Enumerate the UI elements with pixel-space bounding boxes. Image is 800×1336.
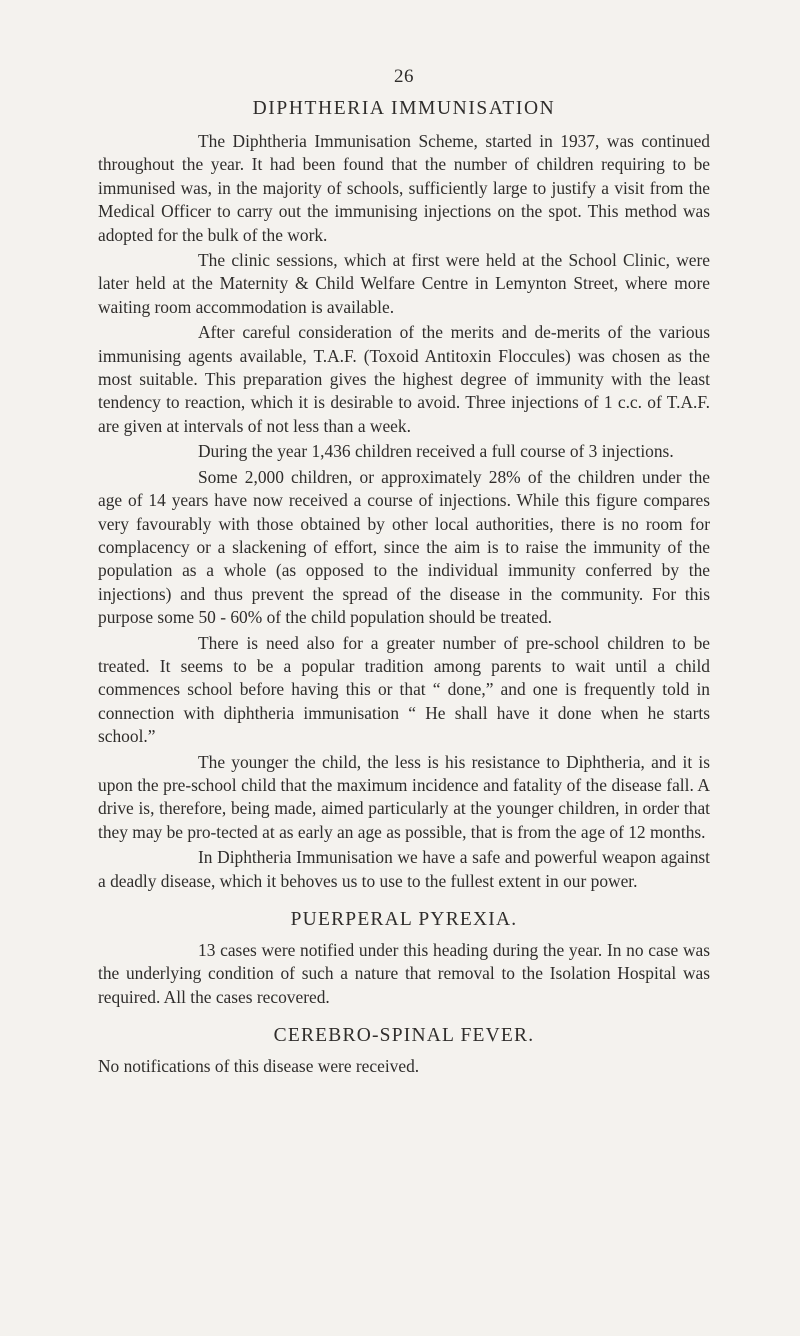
section-heading: PUERPERAL PYREXIA. <box>290 909 518 930</box>
section-cerebro-spinal-fever <box>98 1025 710 1078</box>
section-heading: CEREBRO-SPINAL FEVER. <box>273 1025 535 1047</box>
paragraph: No notifications of this disease were received. <box>98 1056 420 1077</box>
paragraph: There is need also for a greater number of pre-school children to be treated. It seems to be a popular tradition among parents to wait until a child commences school before having this or that “ done,” and one is frequently told in connection with diphtheria immunisation “ He shall have it done when he starts school.” <box>98 632 710 747</box>
paragraph: After careful consideration of the merits and de-merits of the various immunising agents available, T.A.F. (Toxoid Antitoxin Floccules) was chosen as the most suitable. This preparation gives the highest degree of immunity with the least tendency to reaction, which it is desirable to avoid. Three injections of 1 c.c. of T.A.F. are given at intervals of not less than a week. <box>98 322 710 436</box>
paragraph: The Diphtheria Immunisation Scheme, started in 1937, was continued throughout the year. It had been found that the number of children requiring to be immunised was, in the majority of schools, sufficiently large to justify a visit from the Medical Officer to carry out the immunising injections on the spot. This method was adopted for the bulk of the work. <box>98 131 710 245</box>
document-page <box>98 66 710 1081</box>
section-puerperal-pyrexia <box>98 909 710 1009</box>
page-number: 26 <box>394 66 414 87</box>
paragraph: The clinic sessions, which at first were held at the School Clinic, were later held at the Maternity & Child Welfare Centre in Lemynton Street, where more waiting room accommodation is available. <box>98 250 710 317</box>
paragraph: The younger the child, the less is his resistance to Diphtheria, and it is upon the pre-school child that the maximum incidence and fatality of the disease fall. A drive is, therefore, being made, aimed particularly at the younger children, in order that they may be pro-tected at as early an age as possible, that is from the age of 12 months. <box>98 751 710 842</box>
section-heading: DIPHTHERIA IMMUNISATION <box>252 98 556 119</box>
paragraph: During the year 1,436 children received a full course of 3 injections. <box>198 441 674 462</box>
paragraph: In Diphtheria Immunisation we have a safe and powerful weapon against a deadly disease, which it behoves us to use to the fullest extent in our power. <box>98 847 710 891</box>
paragraph: Some 2,000 children, or approximately 28% of the children under the age of 14 years have now received a course of injections. While this figure compares very favourably with those obtained by other local authorities, there is no room for complacency or a slackening of effort, since the aim is to raise the immunity of the population as a whole (as opposed to the individual immunity conferred by the injections) and thus prevent the spread of the disease in the community. For this purpose some 50 - 60% of the child population should be treated. <box>98 466 710 628</box>
section-diphtheria-immunisation <box>98 98 710 893</box>
paragraph: 13 cases were notified under this heading during the year. In no case was the underlying condition of such a nature that removal to the Isolation Hospital was required. All the cases recovered. <box>98 940 710 1007</box>
